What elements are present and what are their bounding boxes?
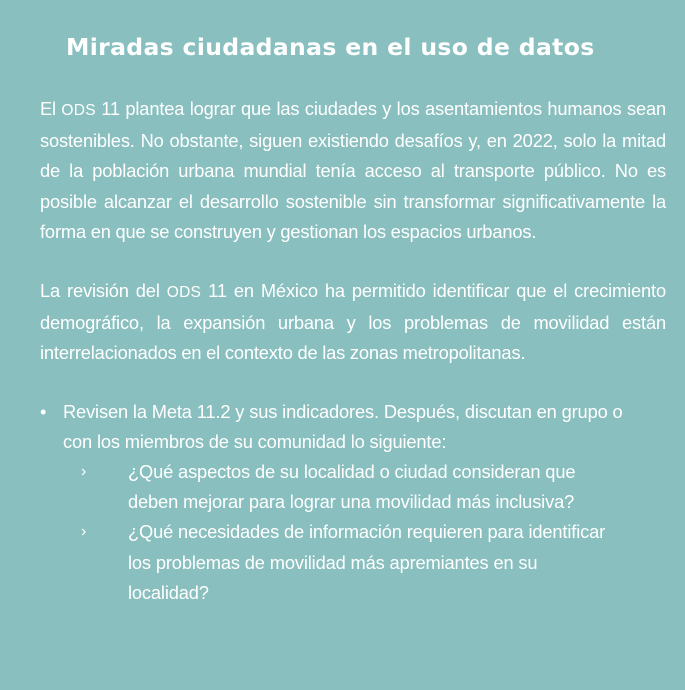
list-item [81, 457, 623, 517]
activity-list [40, 397, 666, 608]
chevron-right-icon: › [81, 523, 87, 541]
list-item [81, 517, 623, 608]
activity-subitem-label: ¿Qué aspectos de su localidad o ciudad consideran que deben mejorar para lograr una movilidad más inclusiva? [128, 461, 576, 513]
bullet-dot-icon: • [40, 400, 47, 422]
paragraph-2-part-1: La revisión del [40, 280, 167, 302]
paragraph-1-acronym: ODS [61, 102, 96, 119]
activity-sub-list [63, 457, 623, 608]
page-title: Miradas ciudadanas en el uso de datos [66, 33, 595, 61]
list-item [40, 397, 623, 608]
activity-item-label: Revisen la Meta 11.2 y sus indicadores. Después, discutan en grupo o con los miembros de su comunidad lo siguiente: [63, 400, 623, 452]
content-body [40, 94, 666, 608]
paragraph-mexico [40, 276, 666, 369]
paragraph-2-part-2: 11 en México ha permitido identificar que el crecimiento demográfico, la expansión urbana y los problemas de movilidad están interrelacionados en el contexto de las zonas metropolitanas. [40, 280, 666, 364]
chevron-right-icon: › [81, 463, 87, 481]
paragraph-2-acronym: ODS [166, 284, 202, 302]
paragraph-1-part-2: 11 plantea lograr que las ciudades y los asentamientos humanos sean sostenibles. No obstante, siguen existiendo desafíos y, en 2022, solo la mitad de la población urbana mundial tenía acceso al transporte público. No es posible alcanzar el desarrollo sostenible sin transformar significativamente la forma en que se construyen y gestionan los espacios urbanos. [40, 98, 667, 242]
paragraph-1-part-1: El [40, 98, 62, 119]
activity-subitem-label: ¿Qué necesidades de información requieren para identificar los problemas de movilidad más apremiantes en su localidad? [128, 521, 606, 603]
paragraph-intro [40, 94, 666, 247]
